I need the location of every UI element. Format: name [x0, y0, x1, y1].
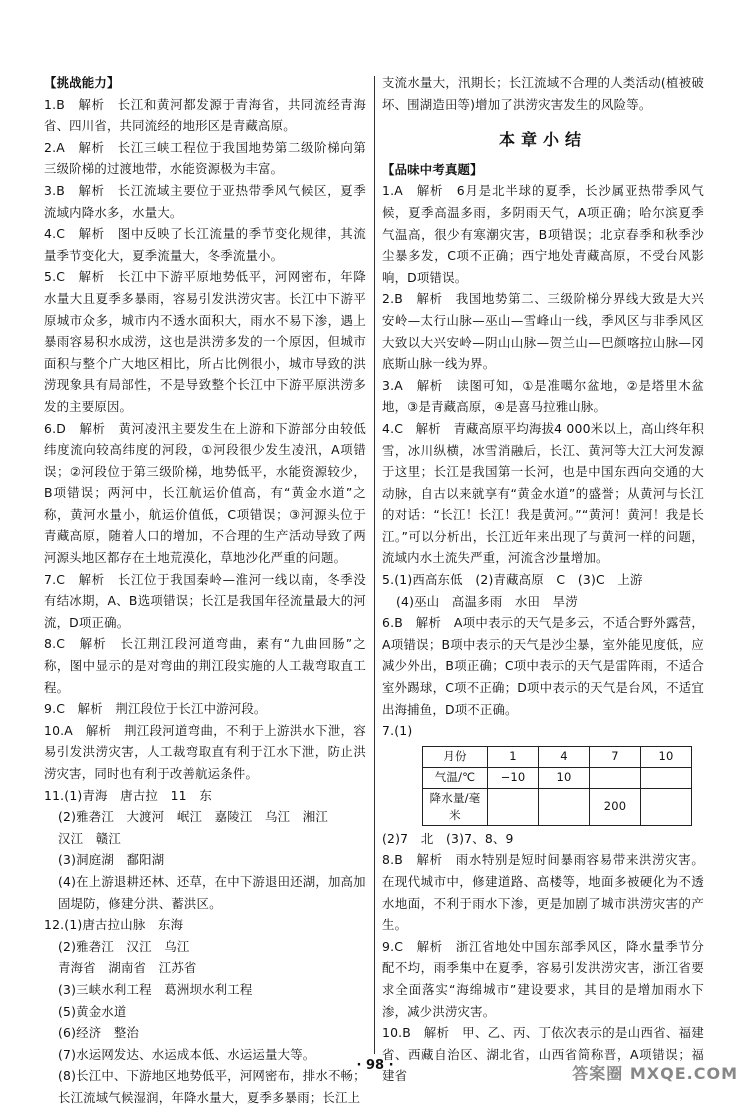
table-cell [641, 788, 692, 825]
right-column [382, 72, 704, 1087]
exam-answer-9: 9.C 解析 浙江省地处中国东部季风区，降水量季节分配不均，雨季集中在夏季，容易引发洪涝灾害，浙江省要求全面落实“海绵城市”建设要求，其目的是增加雨水下渗，减少洪涝灾害。 [382, 938, 704, 1019]
exam-answer-7-label: 7.(1) [382, 723, 413, 739]
table-cell [590, 767, 641, 788]
table-cell: −10 [488, 767, 539, 788]
answer-11-line-4: (3)洞庭湖 鄱阳湖 [58, 852, 165, 868]
table-cell: 降水量/毫米 [423, 788, 488, 825]
table-cell [488, 788, 539, 825]
section-head-exam: 【品味中考真题】 [382, 161, 483, 177]
answer-12-line-7: (7)水运网发达、水运成本低、水运运量大等。 [58, 1046, 316, 1062]
table-cell: 1 [488, 746, 539, 767]
chapter-title: 本章小结 [498, 130, 587, 150]
answer-12-continued: 支流水量大，汛期长；长江流域不合理的人类活动(植被破坏、围湖造田等)增加了洪涝灾害发生的风险等。 [382, 75, 704, 112]
answer-4: 4.C 解析 图中反映了长江流量的季节变化规律，其流量季节变化大，夏季流量大，冬季流量小。 [44, 226, 366, 263]
answer-12-line-4: (3)三峡水利工程 葛洲坝水利工程 [58, 981, 253, 997]
answer-12-line-3: 青海省 湖南省 江苏省 [58, 960, 197, 976]
exam-answer-1: 1.A 解析 6月是北半球的夏季，长沙属亚热带季风气候，夏季高温多雨，多阴雨天气，A项正确；哈尔滨夏季气温高，很少有寒潮灾害，B项错误；北京春季和秋季沙尘暴多发，C项不正确；西宁地处青藏高原，不受台风影响，D项错误。 [382, 183, 704, 285]
exam-answer-4: 4.C 解析 青藏高原平均海拔4 000米以上，高山终年积雪，冰川纵横，冰雪消融后，长江、黄河等大江大河发源于这里；长江是我国第一长河，也是中国东西向交通的大动脉，自古以来就享有“黄金水道”的盛誉；从黄河与长江的对话：“长江！长江！我是黄河。”“黄河！黄河！我是长江。”可以分析出，长江近年来出现了与黄河一样的问题，流域内水土流失严重，河流含沙量增加。 [382, 420, 704, 566]
exam-answer-10: 10.B 解析 甲、乙、丙、丁依次表示的是山西省、福建省、西藏自治区、湖北省，山西省简称晋，A项错误；福建省 [382, 1025, 704, 1084]
exam-answer-5-line-2: (4)巫山 高温多雨 水田 旱涝 [396, 593, 578, 609]
table-cell [641, 767, 692, 788]
answer-1: 1.B 解析 长江和黄河都发源于青海省，共同流经青海省、四川省，共同流经的地形区是青藏高原。 [44, 96, 366, 134]
exam-answer-5-line-1: 5.(1)西高东低 (2)青藏高原 C (3)C 上游 [382, 572, 643, 588]
answer-12-line-2: (2)雅砻江 汉江 乌江 [58, 938, 190, 954]
answer-11-line-5: (4)在上游退耕还林、还草，在中下游退田还湖，加高加固堤防，修建分洪、蓄洪区。 [58, 873, 366, 911]
answer-5: 5.C 解析 长江中下游平原地势低平，河网密布，年降水量大且夏季多暴雨，容易引发洪涝灾害。长江中下游平原城市众多，城市内不透水面积大，雨水不易下渗，遇上暴雨容易积水成涝，这也是洪涝多发的一个原因，但城市面积与整个广大地区相比，所占比例很小，城市导致的洪涝现象具有局部性，不是导致整个长江中下游平原洪涝多发的主要原因。 [44, 269, 366, 414]
table-cell: 气温/℃ [423, 767, 488, 788]
table-cell: 4 [539, 746, 590, 767]
answer-7: 7.C 解析 长江位于我国秦岭—淮河一线以南，冬季没有结冰期，A、B选项错误；长江是我国年径流量最大的河流，D项正确。 [44, 571, 366, 630]
answer-8: 8.C 解析 长江荆江段河道弯曲，素有“九曲回肠”之称，图中显示的是对弯曲的荆江段实施的人工裁弯取直工程。 [44, 636, 366, 695]
climate-table [422, 746, 692, 826]
exam-answer-3: 3.A 解析 读图可知，①是准噶尔盆地，②是塔里木盆地，③是青藏高原，④是喜马拉雅山脉。 [382, 377, 704, 415]
table-cell: 10 [539, 767, 590, 788]
exam-answer-2: 2.B 解析 我国地势第二、三级阶梯分界线大致是大兴安岭—太行山脉—巫山—雪峰山一线，季风区与非季风区大致以大兴安岭—阴山山脉—贺兰山—巴颜喀拉山脉—冈底斯山脉一线为界。 [382, 291, 704, 372]
answer-12-line-6: (6)经济 整治 [58, 1025, 140, 1041]
page-number: · 98 · [356, 1058, 394, 1073]
table-row [423, 788, 692, 825]
table-cell: 7 [590, 746, 641, 767]
section-head-challenge: 【挑战能力】 [44, 75, 120, 90]
answer-6: 6.D 解析 黄河凌汛主要发生在上游和下游部分由较低纬度流向较高纬度的河段，①河段很少发生凌汛，A项错误；②河段位于第三级阶梯，地势低平，水能资源较少，B项错误；两河中，长江航运价值高，有“黄金水道”之称，黄河水量小，航运价值低，C项错误；③河源头位于青藏高原，随着人口的增加，不合理的生产活动导致了两河源头地区都存在土地荒漠化，草地沙化严重的问题。 [44, 420, 366, 566]
exam-answer-7-rest: (2)7 北 (3)7、8、9 [382, 830, 514, 846]
answer-11-line-3: 汉江 赣江 [58, 830, 121, 846]
table-cell [539, 788, 590, 825]
answer-11-line-1: 11.(1)青海 唐古拉 11 东 [44, 787, 212, 803]
answer-10: 10.A 解析 荆江段河道弯曲，不利于上游洪水下泄，容易引发洪涝灾害，人工裁弯取直有利于江水下泄，防止洪涝灾害，同时也有利于改善航运条件。 [44, 722, 366, 781]
answer-3: 3.B 解析 长江流域主要位于亚热带季风气候区，夏季流域内降水多，水量大。 [44, 182, 366, 220]
exam-answer-8: 8.B 解析 雨水特别是短时间暴雨容易带来洪涝灾害。在现代城市中，修建道路、高楼等，地面多被硬化为不透水地面，不利于雨水下渗，更是加剧了城市洪涝灾害的产生。 [382, 852, 704, 933]
left-column [44, 72, 366, 1109]
table-cell: 200 [590, 788, 641, 825]
answer-12-line-1: 12.(1)唐古拉山脉 东海 [44, 917, 184, 933]
table-row [423, 767, 692, 788]
table-cell: 10 [641, 746, 692, 767]
table-row [423, 746, 692, 767]
answer-2: 2.A 解析 长江三峡工程位于我国地势第二级阶梯向第三级阶梯的过渡地带，水能资源极为丰富。 [44, 139, 366, 177]
exam-answer-6: 6.B 解析 A项中表示的天气是多云，不适合野外露营，A项错误；B项中表示的天气是沙尘暴，室外能见度低，应减少外出，B项正确；C项中表示的天气是雷阵雨，不适合室外踢球，C项不正确；D项中表示的天气是台风，不适宜出海捕鱼，D项不正确。 [382, 615, 704, 717]
table-cell: 月份 [423, 746, 488, 767]
answer-9: 9.C 解析 荆江段位于长江中游河段。 [44, 701, 267, 717]
answer-11-line-2: (2)雅砻江 大渡河 岷江 嘉陵江 乌江 湘江 [58, 809, 328, 825]
watermark-logo: 答案圈 MXQE.COM [572, 1064, 738, 1083]
answer-12-line-8: (8)长江中、下游地区地势低平，河网密布，排水不畅；长江流域气候湿润，年降水量大，夏季多暴雨；长江上 [58, 1068, 366, 1105]
answer-12-line-5: (5)黄金水道 [58, 1003, 127, 1019]
column-divider [374, 76, 375, 1054]
